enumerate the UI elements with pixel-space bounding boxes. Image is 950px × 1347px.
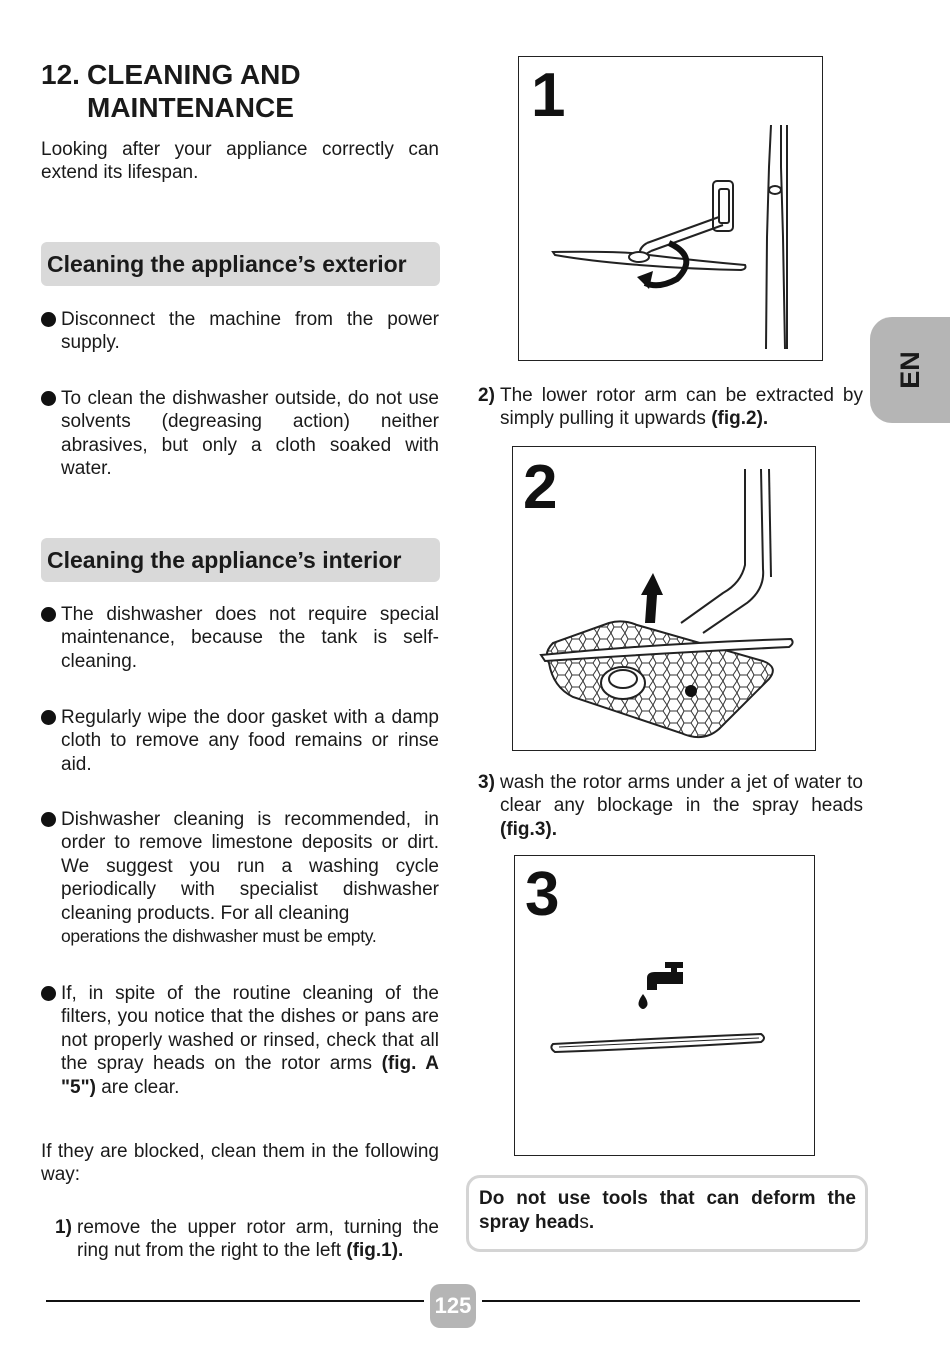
bullet-text-end: are clear. (95, 1076, 180, 1098)
title-line-2: MAINTENANCE (87, 92, 294, 123)
figure-reference: (fig.3). (500, 818, 557, 840)
figure-3 (514, 855, 815, 1156)
figure-reference: (fig.2). (711, 408, 769, 430)
section-number: 12. (41, 59, 80, 90)
bullet-item (41, 706, 439, 776)
step-text-main: remove the upper rotor arm, turning the ring nut from the right to the left (77, 1217, 439, 1262)
bullet-item (41, 603, 439, 673)
bullet-item (41, 308, 439, 355)
language-label: EN (895, 351, 925, 389)
bullet-dot-icon (41, 986, 56, 1001)
bullet-dot-icon (41, 391, 56, 406)
bullet-text: Regularly wipe the door gasket with a damp cloth to remove any food remains or rinse aid. (61, 707, 439, 775)
step-text (77, 1216, 439, 1263)
bullet-item (41, 808, 439, 948)
warning-text: Do not use tools that can deform the spray head (479, 1188, 856, 1233)
bullet-text (61, 808, 439, 948)
section-title (41, 58, 461, 124)
bullet-text: To clean the dishwasher outside, do not use solvents (degreasing action) neither abrasives, but only a cloth soaked with water. (61, 388, 439, 480)
bullet-text: Disconnect the machine from the power supply. (61, 309, 439, 354)
water-drop-icon (639, 994, 648, 1009)
bullet-text: The dishwasher does not require special maintenance, because the tank is self-cleaning. (61, 604, 439, 672)
bullet-text (61, 982, 439, 1099)
warning-text-end: . (588, 1212, 595, 1233)
bullet-text-main: If, in spite of the routine cleaning of the filters, you notice that the dishes or pans are not properly washed or rinsed, check that all the spray heads on the rotor arms (61, 983, 439, 1075)
step-text (500, 384, 863, 431)
blocked-instruction: If they are blocked, clean them in the following way: (41, 1141, 439, 1186)
bullet-text-small: operations the dishwasher must be empty. (61, 926, 377, 947)
bullet-text-main: Dishwasher cleaning is recommended, in order to remove limestone deposits or dirt. We suggest you run a washing cycle periodically with specialist dishwasher cleaning products. For all cleaning (61, 809, 439, 924)
step-item (55, 1216, 439, 1263)
intro-text: Looking after your appliance correctly can extend its lifespan. (41, 139, 439, 184)
step-number: 1) (55, 1217, 72, 1238)
upper-rotor-arm-illustration (519, 57, 821, 359)
step-item (478, 771, 863, 841)
page-number: 125 (430, 1284, 476, 1328)
warning-note (466, 1175, 868, 1252)
figure-number: 3 (525, 860, 560, 929)
step-text (500, 771, 863, 841)
bullet-dot-icon (41, 710, 56, 725)
water-tap-icon (647, 962, 683, 990)
figure-number: 1 (531, 61, 566, 130)
title-line-1: CLEANING AND (87, 59, 301, 90)
bullet-dot-icon (41, 812, 56, 827)
exterior-heading: Cleaning the appliance’s exterior (41, 242, 440, 286)
step-number: 3) (478, 772, 495, 793)
lower-rotor-arm-illustration (513, 447, 814, 749)
bullet-item (41, 387, 439, 481)
language-tab (870, 317, 950, 423)
figure-number: 2 (523, 453, 558, 522)
figure-reference: (fig.1). (346, 1240, 404, 1262)
step-text-main: wash the rotor arms under a jet of water to clear any blockage in the spray heads (500, 772, 863, 817)
bullet-dot-icon (41, 607, 56, 622)
washing-rotor-illustration (515, 856, 813, 1154)
interior-heading: Cleaning the appliance’s interior (41, 538, 440, 582)
figure-2 (512, 446, 816, 751)
figure-reference: (fig. A "5") (61, 1053, 439, 1098)
bullet-item (41, 982, 439, 1099)
figure-1 (518, 56, 823, 361)
step-number: 2) (478, 385, 495, 406)
footer-divider-left (46, 1300, 424, 1302)
footer-divider-right (482, 1300, 860, 1302)
step-text-main: The lower rotor arm can be extracted by simply pulling it upwards (500, 385, 863, 430)
step-item (478, 384, 863, 431)
warning-text-normal: s (579, 1212, 589, 1233)
bullet-dot-icon (41, 312, 56, 327)
